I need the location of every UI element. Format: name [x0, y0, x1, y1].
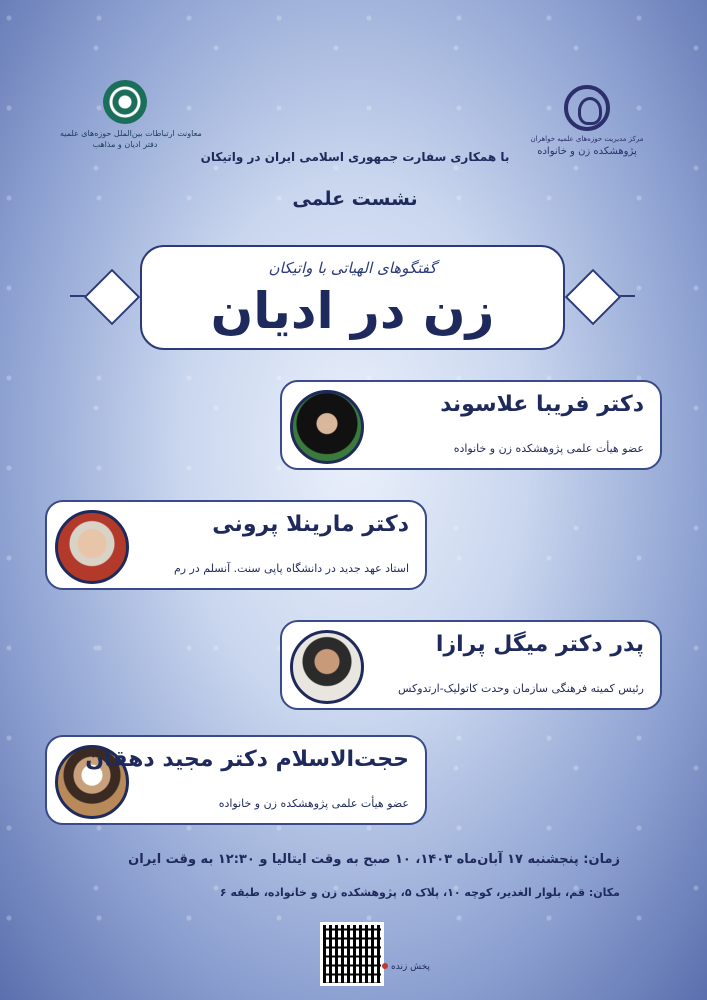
- speaker-name: دکتر فریبا علاسوند: [440, 392, 644, 417]
- emblem-icon: [103, 80, 147, 124]
- banner-subtitle: گفتگوهای الهیاتی با واتیکان: [268, 259, 437, 277]
- speaker-role: رئیس کمیته فرهنگی سازمان وحدت کاتولیک-ارتدوکس: [397, 682, 644, 695]
- speaker-role: استاد عهد جدید در دانشگاه پاپی سنت. آنسلم در رم: [173, 562, 409, 575]
- speaker-role: عضو هیأت علمی پژوهشکده زن و خانواده: [453, 442, 644, 455]
- logo-right-line1: مرکز مدیریت حوزه‌های علمیه خواهران: [530, 135, 644, 143]
- banner-title: زن در ادیان: [210, 282, 495, 340]
- speaker-photo-avatar: [290, 630, 364, 704]
- speaker-photo-avatar: [290, 390, 364, 464]
- collaboration-text: با همکاری سفارت جمهوری اسلامی ایران در واتیکان: [200, 150, 510, 164]
- event-time: زمان: پنجشنبه ۱۷ آبان‌ماه ۱۴۰۳، ۱۰ صبح به وقت ایتالیا و ۱۲:۳۰ به وقت ایران: [128, 852, 620, 867]
- qr-code[interactable]: [320, 922, 384, 986]
- logo-right-line2: پژوهشکده زن و خانواده: [537, 145, 637, 157]
- banner-tip-right: [565, 269, 622, 326]
- speaker-card-1: [280, 380, 662, 470]
- speaker-role: عضو هیأت علمی پژوهشکده زن و خانواده: [218, 797, 409, 810]
- logo-left-line2: دفتر ادیان و مذاهب: [92, 140, 158, 150]
- speaker-photo-avatar: [55, 510, 129, 584]
- institute-emblem-icon: [564, 85, 610, 131]
- live-dot-icon: [382, 963, 388, 969]
- logo-international-affairs: [60, 80, 202, 150]
- speaker-card-4: [45, 735, 427, 825]
- speaker-card-2: [45, 500, 427, 590]
- live-stream-label: [382, 962, 430, 972]
- banner-box: [140, 245, 565, 350]
- speaker-name: پدر دکتر میگل پرازا: [435, 632, 644, 657]
- speaker-name: دکتر مارینلا پرونی: [212, 512, 409, 537]
- session-title: نشست علمی: [292, 188, 418, 210]
- banner-tip-left: [84, 269, 141, 326]
- speaker-name: حجت‌الاسلام دکتر مجید دهقان: [85, 747, 409, 772]
- title-banner: [70, 245, 635, 350]
- speaker-card-3: [280, 620, 662, 710]
- logo-women-family-institute: [522, 85, 652, 159]
- event-location: مکان: قم، بلوار الغدیر، کوچه ۱۰، پلاک ۵، پژوهشکده زن و خانواده، طبقه ۶: [219, 886, 620, 899]
- live-stream-text: پخش زنده: [391, 962, 430, 972]
- logo-left-line1: معاونت ارتباطات بین‌الملل حوزه‌های علمیه: [60, 129, 202, 138]
